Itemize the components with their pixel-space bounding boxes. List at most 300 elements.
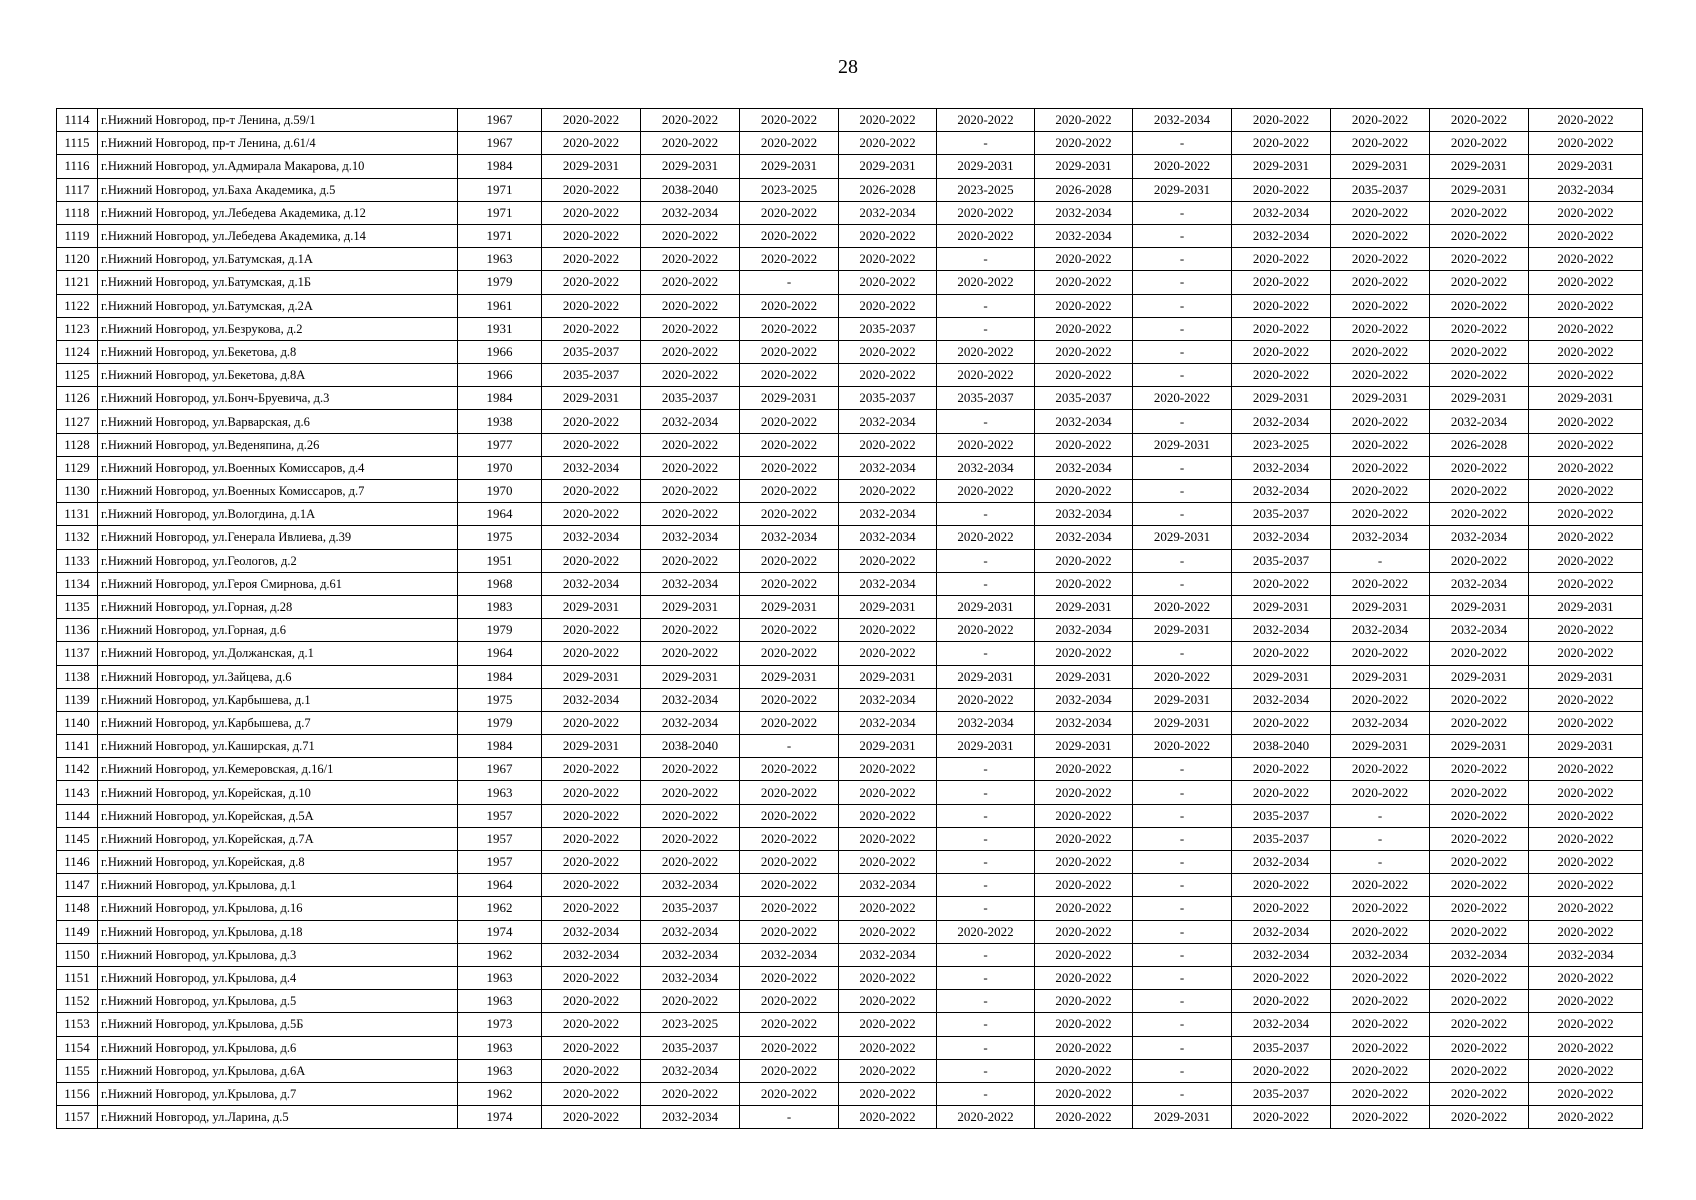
row-number: 1119 — [57, 224, 98, 247]
period-cell: 2020-2022 — [542, 642, 641, 665]
row-number: 1143 — [57, 781, 98, 804]
period-cell: 2029-2031 — [740, 665, 839, 688]
row-number: 1114 — [57, 109, 98, 132]
table-row — [57, 387, 1643, 410]
row-number: 1151 — [57, 966, 98, 989]
period-cell: - — [1133, 1013, 1232, 1036]
period-cell: - — [1133, 642, 1232, 665]
row-number: 1126 — [57, 387, 98, 410]
address-cell: г.Нижний Новгород, ул.Крылова, д.1 — [98, 874, 458, 897]
period-cell: 2020-2022 — [1529, 526, 1643, 549]
period-cell: 2029-2031 — [1529, 387, 1643, 410]
period-cell: 2020-2022 — [1035, 966, 1133, 989]
period-cell: 2029-2031 — [1529, 665, 1643, 688]
period-cell: 2020-2022 — [1529, 781, 1643, 804]
address-cell: г.Нижний Новгород, ул.Веденяпина, д.26 — [98, 433, 458, 456]
period-cell: - — [1133, 456, 1232, 479]
period-cell: - — [937, 132, 1035, 155]
year-cell: 1964 — [458, 874, 542, 897]
address-cell: г.Нижний Новгород, ул.Крылова, д.18 — [98, 920, 458, 943]
period-cell: 2032-2034 — [542, 572, 641, 595]
period-cell: - — [1133, 248, 1232, 271]
period-cell: - — [1133, 1036, 1232, 1059]
period-cell: 2020-2022 — [740, 711, 839, 734]
year-cell: 1957 — [458, 827, 542, 850]
period-cell: 2020-2022 — [1331, 224, 1430, 247]
period-cell: 2029-2031 — [542, 735, 641, 758]
period-cell: 2032-2034 — [1232, 943, 1331, 966]
period-cell: 2020-2022 — [641, 294, 740, 317]
period-cell: - — [1331, 804, 1430, 827]
period-cell: 2032-2034 — [839, 410, 937, 433]
period-cell: 2032-2034 — [641, 874, 740, 897]
address-cell: г.Нижний Новгород, ул.Корейская, д.8 — [98, 851, 458, 874]
period-cell: 2020-2022 — [1232, 990, 1331, 1013]
period-cell: 2020-2022 — [1035, 851, 1133, 874]
period-cell: 2020-2022 — [1430, 294, 1529, 317]
period-cell: 2020-2022 — [542, 804, 641, 827]
address-cell: г.Нижний Новгород, ул.Геологов, д.2 — [98, 549, 458, 572]
period-cell: 2035-2037 — [1232, 549, 1331, 572]
period-cell: 2020-2022 — [1232, 248, 1331, 271]
period-cell: 2020-2022 — [1331, 642, 1430, 665]
period-cell: 2020-2022 — [1529, 503, 1643, 526]
period-cell: 2020-2022 — [1529, 920, 1643, 943]
period-cell: - — [740, 1106, 839, 1129]
period-cell: 2020-2022 — [542, 271, 641, 294]
period-cell: 2029-2031 — [1035, 665, 1133, 688]
period-cell: 2020-2022 — [1035, 758, 1133, 781]
period-cell: 2029-2031 — [1430, 387, 1529, 410]
period-cell: 2020-2022 — [1035, 549, 1133, 572]
period-cell: 2035-2037 — [542, 340, 641, 363]
period-cell: - — [1133, 294, 1232, 317]
period-cell: 2029-2031 — [1331, 735, 1430, 758]
period-cell: 2020-2022 — [1529, 619, 1643, 642]
year-cell: 1967 — [458, 132, 542, 155]
period-cell: 2032-2034 — [542, 943, 641, 966]
address-cell: г.Нижний Новгород, ул.Батумская, д.1А — [98, 248, 458, 271]
period-cell: - — [937, 990, 1035, 1013]
period-cell: 2032-2034 — [937, 456, 1035, 479]
period-cell: 2020-2022 — [1430, 781, 1529, 804]
period-cell: 2020-2022 — [542, 966, 641, 989]
period-cell: 2029-2031 — [1133, 619, 1232, 642]
row-number: 1146 — [57, 851, 98, 874]
period-cell: 2020-2022 — [740, 456, 839, 479]
period-cell: 2035-2037 — [641, 1036, 740, 1059]
period-cell: 2020-2022 — [740, 549, 839, 572]
period-cell: 2020-2022 — [839, 549, 937, 572]
table-row — [57, 271, 1643, 294]
period-cell: 2029-2031 — [1133, 526, 1232, 549]
period-cell: 2020-2022 — [641, 990, 740, 1013]
table-row — [57, 827, 1643, 850]
period-cell: - — [937, 1082, 1035, 1105]
period-cell: 2020-2022 — [1331, 317, 1430, 340]
period-cell: 2020-2022 — [1035, 132, 1133, 155]
period-cell: 2020-2022 — [1331, 201, 1430, 224]
period-cell: 2020-2022 — [1232, 109, 1331, 132]
period-cell: 2020-2022 — [1430, 1013, 1529, 1036]
period-cell: 2020-2022 — [641, 549, 740, 572]
table-row — [57, 688, 1643, 711]
period-cell: 2032-2034 — [740, 526, 839, 549]
address-cell: г.Нижний Новгород, ул.Крылова, д.4 — [98, 966, 458, 989]
period-cell: 2038-2040 — [641, 735, 740, 758]
period-cell: 2029-2031 — [740, 387, 839, 410]
row-number: 1130 — [57, 480, 98, 503]
period-cell: 2020-2022 — [1232, 1059, 1331, 1082]
period-cell: 2020-2022 — [1232, 966, 1331, 989]
period-cell: 2020-2022 — [937, 340, 1035, 363]
table-row — [57, 897, 1643, 920]
address-cell: г.Нижний Новгород, ул.Каширская, д.71 — [98, 735, 458, 758]
period-cell: 2020-2022 — [1035, 1036, 1133, 1059]
row-number: 1136 — [57, 619, 98, 642]
period-cell: 2032-2034 — [1133, 109, 1232, 132]
address-cell: г.Нижний Новгород, ул.Крылова, д.16 — [98, 897, 458, 920]
period-cell: 2020-2022 — [1430, 480, 1529, 503]
period-cell: 2020-2022 — [1331, 1106, 1430, 1129]
period-cell: - — [1133, 480, 1232, 503]
period-cell: - — [937, 874, 1035, 897]
year-cell: 1979 — [458, 271, 542, 294]
period-cell: 2032-2034 — [1331, 619, 1430, 642]
period-cell: 2020-2022 — [839, 897, 937, 920]
period-cell: 2029-2031 — [937, 735, 1035, 758]
period-cell: 2020-2022 — [740, 874, 839, 897]
period-cell: 2029-2031 — [1331, 387, 1430, 410]
period-cell: 2023-2025 — [641, 1013, 740, 1036]
address-cell: г.Нижний Новгород, ул.Крылова, д.5 — [98, 990, 458, 1013]
table-row — [57, 109, 1643, 132]
period-cell: 2020-2022 — [1430, 503, 1529, 526]
period-cell: 2020-2022 — [1232, 132, 1331, 155]
table-row — [57, 595, 1643, 618]
period-cell: 2035-2037 — [1035, 387, 1133, 410]
period-cell: 2020-2022 — [641, 758, 740, 781]
page-number: 28 — [838, 56, 858, 78]
row-number: 1116 — [57, 155, 98, 178]
period-cell: 2020-2022 — [1133, 665, 1232, 688]
period-cell: 2020-2022 — [740, 642, 839, 665]
period-cell: 2020-2022 — [542, 1013, 641, 1036]
period-cell: 2032-2034 — [1232, 410, 1331, 433]
period-cell: 2020-2022 — [1529, 549, 1643, 572]
period-cell: 2029-2031 — [1430, 155, 1529, 178]
period-cell: 2032-2034 — [1035, 619, 1133, 642]
period-cell: 2038-2040 — [1232, 735, 1331, 758]
period-cell: 2029-2031 — [1133, 433, 1232, 456]
period-cell: 2029-2031 — [1133, 688, 1232, 711]
period-cell: 2020-2022 — [937, 920, 1035, 943]
period-cell: 2026-2028 — [1430, 433, 1529, 456]
table-row — [57, 364, 1643, 387]
period-cell: 2035-2037 — [1232, 827, 1331, 850]
period-cell: 2020-2022 — [937, 1106, 1035, 1129]
period-cell: 2020-2022 — [1430, 248, 1529, 271]
period-cell: 2020-2022 — [1430, 897, 1529, 920]
period-cell: 2032-2034 — [937, 711, 1035, 734]
year-cell: 1961 — [458, 294, 542, 317]
period-cell: 2020-2022 — [542, 874, 641, 897]
address-cell: г.Нижний Новгород, ул.Военных Комиссаров, д.4 — [98, 456, 458, 479]
period-cell: 2020-2022 — [839, 1082, 937, 1105]
year-cell: 1938 — [458, 410, 542, 433]
period-cell: 2020-2022 — [839, 132, 937, 155]
table-row — [57, 758, 1643, 781]
period-cell: 2032-2034 — [1232, 688, 1331, 711]
period-cell: 2032-2034 — [839, 572, 937, 595]
period-cell: 2020-2022 — [1035, 294, 1133, 317]
period-cell: 2032-2034 — [641, 920, 740, 943]
period-cell: 2020-2022 — [1035, 433, 1133, 456]
period-cell: 2020-2022 — [542, 132, 641, 155]
year-cell: 1977 — [458, 433, 542, 456]
period-cell: - — [937, 758, 1035, 781]
year-cell: 1968 — [458, 572, 542, 595]
period-cell: 2020-2022 — [839, 642, 937, 665]
row-number: 1121 — [57, 271, 98, 294]
period-cell: 2020-2022 — [542, 224, 641, 247]
period-cell: 2020-2022 — [839, 224, 937, 247]
row-number: 1122 — [57, 294, 98, 317]
period-cell: 2032-2034 — [641, 1106, 740, 1129]
period-cell: 2020-2022 — [1529, 1013, 1643, 1036]
period-cell: 2020-2022 — [1331, 688, 1430, 711]
address-cell: г.Нижний Новгород, пр-т Ленина, д.59/1 — [98, 109, 458, 132]
period-cell: - — [937, 943, 1035, 966]
period-cell: 2020-2022 — [1232, 781, 1331, 804]
period-cell: 2020-2022 — [1430, 317, 1529, 340]
period-cell: 2020-2022 — [1430, 688, 1529, 711]
period-cell: 2020-2022 — [1232, 642, 1331, 665]
period-cell: 2032-2034 — [1430, 619, 1529, 642]
period-cell: 2029-2031 — [1232, 665, 1331, 688]
period-cell: 2032-2034 — [1430, 943, 1529, 966]
year-cell: 1951 — [458, 549, 542, 572]
period-cell: - — [1133, 1059, 1232, 1082]
period-cell: - — [937, 248, 1035, 271]
period-cell: 2020-2022 — [1529, 224, 1643, 247]
row-number: 1129 — [57, 456, 98, 479]
period-cell: 2032-2034 — [641, 943, 740, 966]
period-cell: - — [1133, 503, 1232, 526]
period-cell: 2020-2022 — [740, 132, 839, 155]
period-cell: 2020-2022 — [740, 1036, 839, 1059]
period-cell: 2020-2022 — [641, 480, 740, 503]
period-cell: - — [937, 1059, 1035, 1082]
period-cell: 2020-2022 — [1430, 642, 1529, 665]
period-cell: 2020-2022 — [1232, 317, 1331, 340]
address-cell: г.Нижний Новгород, ул.Карбышева, д.7 — [98, 711, 458, 734]
period-cell: 2020-2022 — [1232, 1106, 1331, 1129]
period-cell: 2020-2022 — [1035, 874, 1133, 897]
period-cell: 2020-2022 — [542, 549, 641, 572]
period-cell: 2020-2022 — [1331, 1082, 1430, 1105]
year-cell: 1971 — [458, 201, 542, 224]
row-number: 1148 — [57, 897, 98, 920]
period-cell: 2020-2022 — [740, 851, 839, 874]
period-cell: 2020-2022 — [1232, 364, 1331, 387]
period-cell: 2035-2037 — [937, 387, 1035, 410]
period-cell: - — [1133, 364, 1232, 387]
table-row — [57, 711, 1643, 734]
period-cell: 2020-2022 — [1529, 271, 1643, 294]
period-cell: - — [1331, 549, 1430, 572]
period-cell: 2032-2034 — [1430, 526, 1529, 549]
period-cell: 2029-2031 — [542, 387, 641, 410]
table-row — [57, 201, 1643, 224]
period-cell: 2023-2025 — [937, 178, 1035, 201]
period-cell: - — [937, 804, 1035, 827]
period-cell: 2032-2034 — [1232, 619, 1331, 642]
period-cell: 2020-2022 — [1232, 340, 1331, 363]
period-cell: 2020-2022 — [1133, 387, 1232, 410]
period-cell: 2020-2022 — [1331, 480, 1430, 503]
period-cell: 2032-2034 — [1331, 943, 1430, 966]
period-cell: 2029-2031 — [1529, 735, 1643, 758]
period-cell: 2020-2022 — [839, 294, 937, 317]
row-number: 1145 — [57, 827, 98, 850]
row-number: 1141 — [57, 735, 98, 758]
period-cell: - — [1133, 897, 1232, 920]
period-cell: 2020-2022 — [937, 688, 1035, 711]
period-cell: 2032-2034 — [1232, 1013, 1331, 1036]
period-cell: 2026-2028 — [1035, 178, 1133, 201]
row-number: 1118 — [57, 201, 98, 224]
year-cell: 1967 — [458, 758, 542, 781]
period-cell: 2020-2022 — [641, 109, 740, 132]
period-cell: 2020-2022 — [740, 317, 839, 340]
table-row — [57, 1013, 1643, 1036]
period-cell: - — [740, 735, 839, 758]
table-row — [57, 665, 1643, 688]
year-cell: 1962 — [458, 1082, 542, 1105]
period-cell: 2023-2025 — [1232, 433, 1331, 456]
address-cell: г.Нижний Новгород, пр-т Ленина, д.61/4 — [98, 132, 458, 155]
address-cell: г.Нижний Новгород, ул.Крылова, д.5Б — [98, 1013, 458, 1036]
period-cell: 2032-2034 — [542, 688, 641, 711]
period-cell: 2020-2022 — [1430, 1082, 1529, 1105]
period-cell: 2029-2031 — [740, 595, 839, 618]
period-cell: 2020-2022 — [1529, 433, 1643, 456]
period-cell: 2032-2034 — [641, 526, 740, 549]
period-cell: - — [937, 1013, 1035, 1036]
period-cell: 2020-2022 — [1331, 874, 1430, 897]
period-cell: 2020-2022 — [1529, 201, 1643, 224]
period-cell: 2020-2022 — [1331, 572, 1430, 595]
period-cell: 2020-2022 — [641, 827, 740, 850]
period-cell: 2020-2022 — [1430, 851, 1529, 874]
period-cell: 2020-2022 — [1232, 271, 1331, 294]
row-number: 1149 — [57, 920, 98, 943]
address-cell: г.Нижний Новгород, ул.Безрукова, д.2 — [98, 317, 458, 340]
period-cell: 2020-2022 — [1035, 827, 1133, 850]
period-cell: 2032-2034 — [839, 526, 937, 549]
period-cell: 2032-2034 — [1232, 526, 1331, 549]
period-cell: 2029-2031 — [641, 595, 740, 618]
period-cell: 2020-2022 — [937, 433, 1035, 456]
row-number: 1117 — [57, 178, 98, 201]
address-cell: г.Нижний Новгород, ул.Крылова, д.6А — [98, 1059, 458, 1082]
period-cell: 2020-2022 — [1529, 456, 1643, 479]
period-cell: - — [1133, 874, 1232, 897]
period-cell: 2020-2022 — [1232, 572, 1331, 595]
year-cell: 1963 — [458, 781, 542, 804]
period-cell: 2020-2022 — [1232, 897, 1331, 920]
period-cell: 2020-2022 — [1232, 711, 1331, 734]
period-cell: 2020-2022 — [542, 851, 641, 874]
period-cell: 2020-2022 — [641, 804, 740, 827]
period-cell: 2020-2022 — [542, 711, 641, 734]
period-cell: 2020-2022 — [839, 827, 937, 850]
year-cell: 1984 — [458, 155, 542, 178]
year-cell: 1963 — [458, 990, 542, 1013]
period-cell: 2032-2034 — [1232, 480, 1331, 503]
period-cell: 2032-2034 — [1529, 943, 1643, 966]
period-cell: 2020-2022 — [1331, 897, 1430, 920]
period-cell: 2029-2031 — [1035, 595, 1133, 618]
address-cell: г.Нижний Новгород, ул.Батумская, д.1Б — [98, 271, 458, 294]
address-cell: г.Нижний Новгород, ул.Зайцева, д.6 — [98, 665, 458, 688]
period-cell: - — [1133, 1082, 1232, 1105]
period-cell: - — [937, 827, 1035, 850]
table-row — [57, 248, 1643, 271]
period-cell: 2020-2022 — [1529, 851, 1643, 874]
period-cell: 2020-2022 — [1232, 294, 1331, 317]
address-cell: г.Нижний Новгород, ул.Горная, д.6 — [98, 619, 458, 642]
period-cell: 2020-2022 — [1529, 688, 1643, 711]
year-cell: 1984 — [458, 387, 542, 410]
period-cell: 2020-2022 — [839, 271, 937, 294]
period-cell: 2020-2022 — [740, 480, 839, 503]
period-cell: 2020-2022 — [937, 224, 1035, 247]
year-cell: 1971 — [458, 224, 542, 247]
period-cell: 2020-2022 — [839, 804, 937, 827]
period-cell: - — [937, 966, 1035, 989]
period-cell: 2020-2022 — [1133, 595, 1232, 618]
period-cell: 2020-2022 — [1529, 804, 1643, 827]
table-row — [57, 1106, 1643, 1129]
period-cell: 2029-2031 — [1430, 735, 1529, 758]
table-row — [57, 642, 1643, 665]
row-number: 1154 — [57, 1036, 98, 1059]
period-cell: 2020-2022 — [839, 758, 937, 781]
period-cell: 2020-2022 — [740, 781, 839, 804]
address-cell: г.Нижний Новгород, ул.Военных Комиссаров, д.7 — [98, 480, 458, 503]
period-cell: 2032-2034 — [839, 456, 937, 479]
period-cell: 2032-2034 — [839, 943, 937, 966]
period-cell: 2020-2022 — [839, 966, 937, 989]
row-number: 1153 — [57, 1013, 98, 1036]
period-cell: 2029-2031 — [1035, 735, 1133, 758]
period-cell: 2032-2034 — [1232, 224, 1331, 247]
period-cell: 2020-2022 — [1430, 271, 1529, 294]
year-cell: 1964 — [458, 642, 542, 665]
period-cell: 2020-2022 — [542, 1036, 641, 1059]
period-cell: 2020-2022 — [1529, 827, 1643, 850]
period-cell: 2020-2022 — [937, 364, 1035, 387]
year-cell: 1963 — [458, 1059, 542, 1082]
period-cell: 2020-2022 — [1331, 920, 1430, 943]
period-cell: 2029-2031 — [1232, 155, 1331, 178]
year-cell: 1973 — [458, 1013, 542, 1036]
period-cell: 2020-2022 — [1430, 827, 1529, 850]
table-row — [57, 874, 1643, 897]
year-cell: 1962 — [458, 943, 542, 966]
